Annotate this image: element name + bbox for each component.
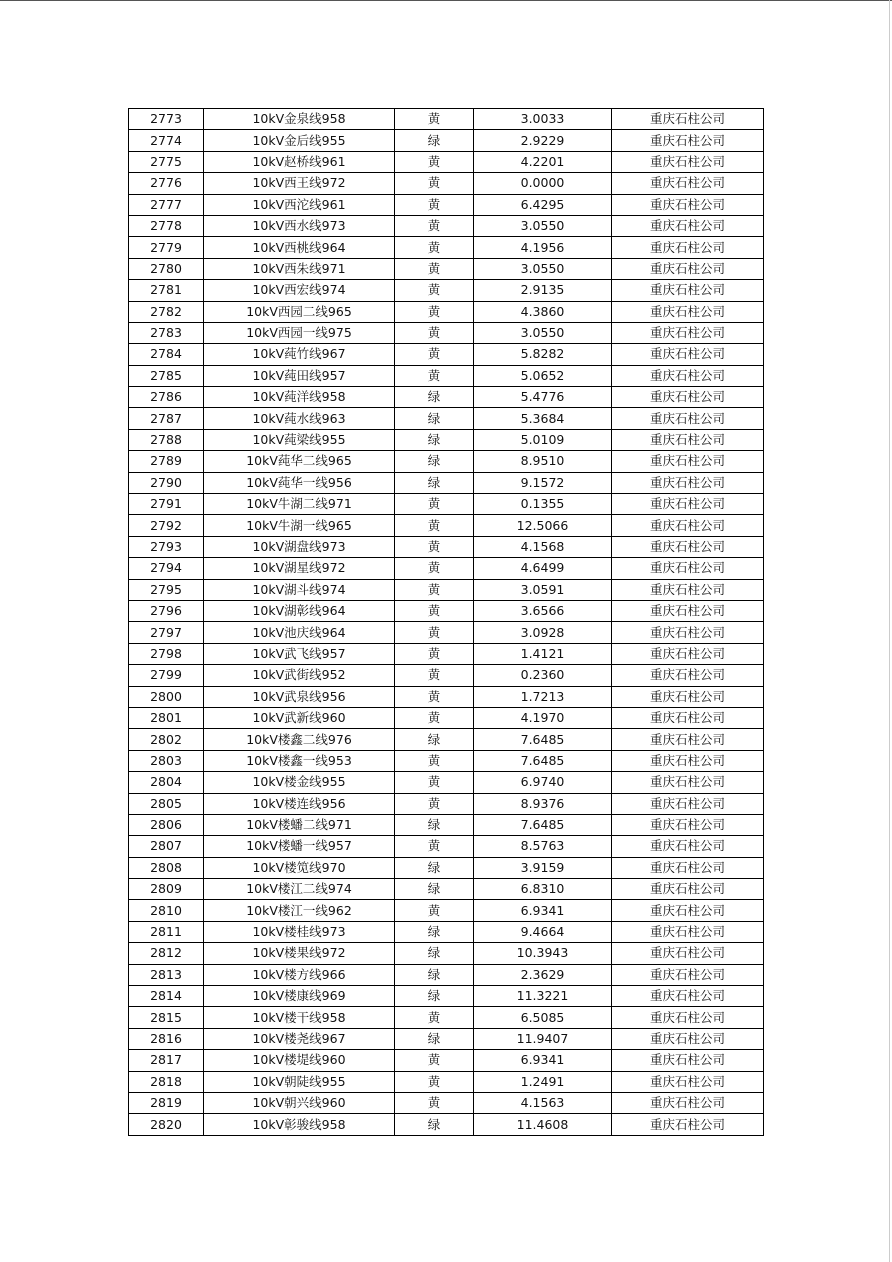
status-color-cell: 黄 bbox=[395, 600, 474, 621]
status-color-cell: 绿 bbox=[395, 472, 474, 493]
company-cell: 重庆石柱公司 bbox=[612, 280, 764, 301]
value-cell: 3.0550 bbox=[474, 215, 612, 236]
line-name-cell: 10kV武街线952 bbox=[204, 665, 395, 686]
row-number-cell: 2809 bbox=[129, 879, 204, 900]
row-number-cell: 2808 bbox=[129, 857, 204, 878]
status-color-cell: 绿 bbox=[395, 429, 474, 450]
value-cell: 5.4776 bbox=[474, 387, 612, 408]
feeder-table-body bbox=[129, 109, 764, 1136]
line-name-cell: 10kV楼尧线967 bbox=[204, 1028, 395, 1049]
table-row bbox=[129, 173, 764, 194]
row-number-cell: 2788 bbox=[129, 429, 204, 450]
table-row bbox=[129, 1028, 764, 1049]
company-cell: 重庆石柱公司 bbox=[612, 857, 764, 878]
row-number-cell: 2802 bbox=[129, 729, 204, 750]
value-cell: 4.1568 bbox=[474, 536, 612, 557]
status-color-cell: 黄 bbox=[395, 1092, 474, 1113]
value-cell: 3.0550 bbox=[474, 322, 612, 343]
line-name-cell: 10kV武新线960 bbox=[204, 707, 395, 728]
table-row bbox=[129, 344, 764, 365]
table-row bbox=[129, 772, 764, 793]
table-row bbox=[129, 109, 764, 130]
line-name-cell: 10kV武飞线957 bbox=[204, 643, 395, 664]
company-cell: 重庆石柱公司 bbox=[612, 130, 764, 151]
company-cell: 重庆石柱公司 bbox=[612, 665, 764, 686]
row-number-cell: 2796 bbox=[129, 600, 204, 621]
table-row bbox=[129, 301, 764, 322]
row-number-cell: 2773 bbox=[129, 109, 204, 130]
line-name-cell: 10kV湖斗线974 bbox=[204, 579, 395, 600]
table-row bbox=[129, 1092, 764, 1113]
row-number-cell: 2775 bbox=[129, 151, 204, 172]
table-row bbox=[129, 814, 764, 835]
row-number-cell: 2789 bbox=[129, 451, 204, 472]
status-color-cell: 黄 bbox=[395, 494, 474, 515]
table-row bbox=[129, 558, 764, 579]
table-row bbox=[129, 451, 764, 472]
company-cell: 重庆石柱公司 bbox=[612, 515, 764, 536]
row-number-cell: 2785 bbox=[129, 365, 204, 386]
row-number-cell: 2787 bbox=[129, 408, 204, 429]
status-color-cell: 绿 bbox=[395, 921, 474, 942]
company-cell: 重庆石柱公司 bbox=[612, 494, 764, 515]
status-color-cell: 绿 bbox=[395, 408, 474, 429]
company-cell: 重庆石柱公司 bbox=[612, 1007, 764, 1028]
value-cell: 4.3860 bbox=[474, 301, 612, 322]
line-name-cell: 10kV楼鑫一线953 bbox=[204, 750, 395, 771]
line-name-cell: 10kV莼华二线965 bbox=[204, 451, 395, 472]
value-cell: 6.9341 bbox=[474, 900, 612, 921]
row-number-cell: 2814 bbox=[129, 986, 204, 1007]
company-cell: 重庆石柱公司 bbox=[612, 1028, 764, 1049]
table-row bbox=[129, 750, 764, 771]
table-row bbox=[129, 793, 764, 814]
row-number-cell: 2797 bbox=[129, 622, 204, 643]
status-color-cell: 绿 bbox=[395, 857, 474, 878]
row-number-cell: 2815 bbox=[129, 1007, 204, 1028]
value-cell: 1.7213 bbox=[474, 686, 612, 707]
value-cell: 5.0109 bbox=[474, 429, 612, 450]
table-row bbox=[129, 536, 764, 557]
line-name-cell: 10kV莼田线957 bbox=[204, 365, 395, 386]
company-cell: 重庆石柱公司 bbox=[612, 237, 764, 258]
row-number-cell: 2795 bbox=[129, 579, 204, 600]
company-cell: 重庆石柱公司 bbox=[612, 879, 764, 900]
table-row bbox=[129, 515, 764, 536]
status-color-cell: 黄 bbox=[395, 836, 474, 857]
value-cell: 5.0652 bbox=[474, 365, 612, 386]
row-number-cell: 2778 bbox=[129, 215, 204, 236]
status-color-cell: 黄 bbox=[395, 365, 474, 386]
row-number-cell: 2812 bbox=[129, 943, 204, 964]
line-name-cell: 10kV楼连线956 bbox=[204, 793, 395, 814]
company-cell: 重庆石柱公司 bbox=[612, 622, 764, 643]
company-cell: 重庆石柱公司 bbox=[612, 429, 764, 450]
row-number-cell: 2805 bbox=[129, 793, 204, 814]
line-name-cell: 10kV池庆线964 bbox=[204, 622, 395, 643]
value-cell: 0.1355 bbox=[474, 494, 612, 515]
value-cell: 6.4295 bbox=[474, 194, 612, 215]
company-cell: 重庆石柱公司 bbox=[612, 1092, 764, 1113]
status-color-cell: 黄 bbox=[395, 665, 474, 686]
line-name-cell: 10kV金泉线958 bbox=[204, 109, 395, 130]
line-name-cell: 10kV西水线973 bbox=[204, 215, 395, 236]
value-cell: 7.6485 bbox=[474, 729, 612, 750]
company-cell: 重庆石柱公司 bbox=[612, 1050, 764, 1071]
status-color-cell: 绿 bbox=[395, 986, 474, 1007]
line-name-cell: 10kV莼洋线958 bbox=[204, 387, 395, 408]
company-cell: 重庆石柱公司 bbox=[612, 921, 764, 942]
line-name-cell: 10kV楼桂线973 bbox=[204, 921, 395, 942]
company-cell: 重庆石柱公司 bbox=[612, 814, 764, 835]
value-cell: 4.1956 bbox=[474, 237, 612, 258]
company-cell: 重庆石柱公司 bbox=[612, 451, 764, 472]
row-number-cell: 2803 bbox=[129, 750, 204, 771]
value-cell: 4.1563 bbox=[474, 1092, 612, 1113]
row-number-cell: 2811 bbox=[129, 921, 204, 942]
company-cell: 重庆石柱公司 bbox=[612, 750, 764, 771]
table-row bbox=[129, 280, 764, 301]
table-row bbox=[129, 194, 764, 215]
row-number-cell: 2784 bbox=[129, 344, 204, 365]
line-name-cell: 10kV金后线955 bbox=[204, 130, 395, 151]
status-color-cell: 黄 bbox=[395, 558, 474, 579]
line-name-cell: 10kV朝陡线955 bbox=[204, 1071, 395, 1092]
table-row bbox=[129, 365, 764, 386]
table-row bbox=[129, 964, 764, 985]
status-color-cell: 黄 bbox=[395, 536, 474, 557]
line-name-cell: 10kV楼江一线962 bbox=[204, 900, 395, 921]
line-name-cell: 10kV武泉线956 bbox=[204, 686, 395, 707]
row-number-cell: 2777 bbox=[129, 194, 204, 215]
value-cell: 12.5066 bbox=[474, 515, 612, 536]
company-cell: 重庆石柱公司 bbox=[612, 772, 764, 793]
company-cell: 重庆石柱公司 bbox=[612, 151, 764, 172]
row-number-cell: 2783 bbox=[129, 322, 204, 343]
table-row bbox=[129, 151, 764, 172]
value-cell: 6.9740 bbox=[474, 772, 612, 793]
row-number-cell: 2818 bbox=[129, 1071, 204, 1092]
table-row bbox=[129, 1007, 764, 1028]
row-number-cell: 2776 bbox=[129, 173, 204, 194]
value-cell: 3.0550 bbox=[474, 258, 612, 279]
status-color-cell: 黄 bbox=[395, 151, 474, 172]
value-cell: 10.3943 bbox=[474, 943, 612, 964]
table-row bbox=[129, 986, 764, 1007]
row-number-cell: 2800 bbox=[129, 686, 204, 707]
line-name-cell: 10kV楼果线972 bbox=[204, 943, 395, 964]
company-cell: 重庆石柱公司 bbox=[612, 707, 764, 728]
company-cell: 重庆石柱公司 bbox=[612, 408, 764, 429]
table-row bbox=[129, 879, 764, 900]
row-number-cell: 2780 bbox=[129, 258, 204, 279]
company-cell: 重庆石柱公司 bbox=[612, 943, 764, 964]
value-cell: 3.6566 bbox=[474, 600, 612, 621]
line-name-cell: 10kV朝兴线960 bbox=[204, 1092, 395, 1113]
table-row bbox=[129, 1050, 764, 1071]
status-color-cell: 绿 bbox=[395, 814, 474, 835]
status-color-cell: 绿 bbox=[395, 729, 474, 750]
line-name-cell: 10kV楼笕线970 bbox=[204, 857, 395, 878]
table-row bbox=[129, 429, 764, 450]
table-row bbox=[129, 686, 764, 707]
company-cell: 重庆石柱公司 bbox=[612, 536, 764, 557]
company-cell: 重庆石柱公司 bbox=[612, 301, 764, 322]
value-cell: 6.8310 bbox=[474, 879, 612, 900]
status-color-cell: 黄 bbox=[395, 258, 474, 279]
page-right-edge bbox=[889, 0, 890, 1262]
table-row bbox=[129, 258, 764, 279]
status-color-cell: 黄 bbox=[395, 344, 474, 365]
table-row bbox=[129, 408, 764, 429]
line-name-cell: 10kV湖星线972 bbox=[204, 558, 395, 579]
status-color-cell: 黄 bbox=[395, 237, 474, 258]
value-cell: 3.0591 bbox=[474, 579, 612, 600]
row-number-cell: 2781 bbox=[129, 280, 204, 301]
table-row bbox=[129, 729, 764, 750]
table-row bbox=[129, 836, 764, 857]
line-name-cell: 10kV楼蟠一线957 bbox=[204, 836, 395, 857]
line-name-cell: 10kV楼康线969 bbox=[204, 986, 395, 1007]
company-cell: 重庆石柱公司 bbox=[612, 1071, 764, 1092]
line-name-cell: 10kV莼水线963 bbox=[204, 408, 395, 429]
value-cell: 11.4608 bbox=[474, 1114, 612, 1135]
value-cell: 5.3684 bbox=[474, 408, 612, 429]
company-cell: 重庆石柱公司 bbox=[612, 793, 764, 814]
table-row bbox=[129, 857, 764, 878]
company-cell: 重庆石柱公司 bbox=[612, 215, 764, 236]
value-cell: 11.9407 bbox=[474, 1028, 612, 1049]
line-name-cell: 10kV西园一线975 bbox=[204, 322, 395, 343]
status-color-cell: 黄 bbox=[395, 301, 474, 322]
line-name-cell: 10kV楼方线966 bbox=[204, 964, 395, 985]
row-number-cell: 2819 bbox=[129, 1092, 204, 1113]
line-name-cell: 10kV牛湖二线971 bbox=[204, 494, 395, 515]
value-cell: 1.4121 bbox=[474, 643, 612, 664]
table-row bbox=[129, 1114, 764, 1135]
line-name-cell: 10kV西沱线961 bbox=[204, 194, 395, 215]
row-number-cell: 2791 bbox=[129, 494, 204, 515]
row-number-cell: 2786 bbox=[129, 387, 204, 408]
line-name-cell: 10kV楼金线955 bbox=[204, 772, 395, 793]
company-cell: 重庆石柱公司 bbox=[612, 365, 764, 386]
company-cell: 重庆石柱公司 bbox=[612, 387, 764, 408]
status-color-cell: 黄 bbox=[395, 1071, 474, 1092]
status-color-cell: 绿 bbox=[395, 943, 474, 964]
line-name-cell: 10kV莼华一线956 bbox=[204, 472, 395, 493]
company-cell: 重庆石柱公司 bbox=[612, 258, 764, 279]
row-number-cell: 2779 bbox=[129, 237, 204, 258]
status-color-cell: 黄 bbox=[395, 194, 474, 215]
status-color-cell: 黄 bbox=[395, 515, 474, 536]
table-row bbox=[129, 130, 764, 151]
row-number-cell: 2799 bbox=[129, 665, 204, 686]
table-row bbox=[129, 322, 764, 343]
row-number-cell: 2820 bbox=[129, 1114, 204, 1135]
value-cell: 1.2491 bbox=[474, 1071, 612, 1092]
row-number-cell: 2817 bbox=[129, 1050, 204, 1071]
company-cell: 重庆石柱公司 bbox=[612, 194, 764, 215]
line-name-cell: 10kV西宏线974 bbox=[204, 280, 395, 301]
table-row bbox=[129, 494, 764, 515]
status-color-cell: 绿 bbox=[395, 1114, 474, 1135]
company-cell: 重庆石柱公司 bbox=[612, 600, 764, 621]
value-cell: 3.0928 bbox=[474, 622, 612, 643]
row-number-cell: 2804 bbox=[129, 772, 204, 793]
status-color-cell: 绿 bbox=[395, 451, 474, 472]
company-cell: 重庆石柱公司 bbox=[612, 729, 764, 750]
line-name-cell: 10kV西园二线965 bbox=[204, 301, 395, 322]
company-cell: 重庆石柱公司 bbox=[612, 173, 764, 194]
line-name-cell: 10kV楼蟠二线971 bbox=[204, 814, 395, 835]
company-cell: 重庆石柱公司 bbox=[612, 643, 764, 664]
table-row bbox=[129, 600, 764, 621]
table-row bbox=[129, 622, 764, 643]
table-row bbox=[129, 643, 764, 664]
value-cell: 4.2201 bbox=[474, 151, 612, 172]
line-name-cell: 10kV彰骏线958 bbox=[204, 1114, 395, 1135]
table-row bbox=[129, 900, 764, 921]
company-cell: 重庆石柱公司 bbox=[612, 986, 764, 1007]
line-name-cell: 10kV赵桥线961 bbox=[204, 151, 395, 172]
line-name-cell: 10kV湖盘线973 bbox=[204, 536, 395, 557]
value-cell: 4.1970 bbox=[474, 707, 612, 728]
status-color-cell: 绿 bbox=[395, 1028, 474, 1049]
line-name-cell: 10kV西王线972 bbox=[204, 173, 395, 194]
status-color-cell: 黄 bbox=[395, 1050, 474, 1071]
value-cell: 6.5085 bbox=[474, 1007, 612, 1028]
line-name-cell: 10kV牛湖一线965 bbox=[204, 515, 395, 536]
status-color-cell: 黄 bbox=[395, 280, 474, 301]
row-number-cell: 2790 bbox=[129, 472, 204, 493]
row-number-cell: 2793 bbox=[129, 536, 204, 557]
value-cell: 2.3629 bbox=[474, 964, 612, 985]
value-cell: 5.8282 bbox=[474, 344, 612, 365]
company-cell: 重庆石柱公司 bbox=[612, 322, 764, 343]
line-name-cell: 10kV西朱线971 bbox=[204, 258, 395, 279]
status-color-cell: 黄 bbox=[395, 322, 474, 343]
value-cell: 9.1572 bbox=[474, 472, 612, 493]
company-cell: 重庆石柱公司 bbox=[612, 964, 764, 985]
row-number-cell: 2794 bbox=[129, 558, 204, 579]
table-row bbox=[129, 943, 764, 964]
line-name-cell: 10kV楼鑫二线976 bbox=[204, 729, 395, 750]
row-number-cell: 2816 bbox=[129, 1028, 204, 1049]
company-cell: 重庆石柱公司 bbox=[612, 109, 764, 130]
company-cell: 重庆石柱公司 bbox=[612, 472, 764, 493]
value-cell: 11.3221 bbox=[474, 986, 612, 1007]
company-cell: 重庆石柱公司 bbox=[612, 836, 764, 857]
table-row bbox=[129, 472, 764, 493]
status-color-cell: 黄 bbox=[395, 579, 474, 600]
table-row bbox=[129, 707, 764, 728]
line-name-cell: 10kV湖彰线964 bbox=[204, 600, 395, 621]
status-color-cell: 黄 bbox=[395, 643, 474, 664]
status-color-cell: 黄 bbox=[395, 772, 474, 793]
feeder-table bbox=[128, 108, 764, 1136]
value-cell: 7.6485 bbox=[474, 750, 612, 771]
page-top-border bbox=[0, 0, 892, 1]
row-number-cell: 2801 bbox=[129, 707, 204, 728]
company-cell: 重庆石柱公司 bbox=[612, 579, 764, 600]
value-cell: 3.0033 bbox=[474, 109, 612, 130]
value-cell: 9.4664 bbox=[474, 921, 612, 942]
status-color-cell: 黄 bbox=[395, 707, 474, 728]
status-color-cell: 黄 bbox=[395, 622, 474, 643]
table-row bbox=[129, 237, 764, 258]
table-row bbox=[129, 579, 764, 600]
company-cell: 重庆石柱公司 bbox=[612, 558, 764, 579]
line-name-cell: 10kV西桃线964 bbox=[204, 237, 395, 258]
table-row bbox=[129, 921, 764, 942]
line-name-cell: 10kV楼堤线960 bbox=[204, 1050, 395, 1071]
row-number-cell: 2806 bbox=[129, 814, 204, 835]
value-cell: 8.9376 bbox=[474, 793, 612, 814]
value-cell: 2.9229 bbox=[474, 130, 612, 151]
row-number-cell: 2792 bbox=[129, 515, 204, 536]
row-number-cell: 2798 bbox=[129, 643, 204, 664]
line-name-cell: 10kV楼干线958 bbox=[204, 1007, 395, 1028]
company-cell: 重庆石柱公司 bbox=[612, 344, 764, 365]
value-cell: 8.5763 bbox=[474, 836, 612, 857]
status-color-cell: 黄 bbox=[395, 793, 474, 814]
row-number-cell: 2807 bbox=[129, 836, 204, 857]
status-color-cell: 黄 bbox=[395, 900, 474, 921]
row-number-cell: 2813 bbox=[129, 964, 204, 985]
table-row bbox=[129, 665, 764, 686]
value-cell: 7.6485 bbox=[474, 814, 612, 835]
line-name-cell: 10kV莼梁线955 bbox=[204, 429, 395, 450]
value-cell: 2.9135 bbox=[474, 280, 612, 301]
line-name-cell: 10kV楼江二线974 bbox=[204, 879, 395, 900]
status-color-cell: 黄 bbox=[395, 173, 474, 194]
status-color-cell: 黄 bbox=[395, 215, 474, 236]
company-cell: 重庆石柱公司 bbox=[612, 686, 764, 707]
status-color-cell: 绿 bbox=[395, 879, 474, 900]
value-cell: 6.9341 bbox=[474, 1050, 612, 1071]
row-number-cell: 2810 bbox=[129, 900, 204, 921]
status-color-cell: 黄 bbox=[395, 109, 474, 130]
status-color-cell: 绿 bbox=[395, 964, 474, 985]
line-name-cell: 10kV莼竹线967 bbox=[204, 344, 395, 365]
status-color-cell: 黄 bbox=[395, 1007, 474, 1028]
table-row bbox=[129, 215, 764, 236]
status-color-cell: 绿 bbox=[395, 387, 474, 408]
company-cell: 重庆石柱公司 bbox=[612, 900, 764, 921]
value-cell: 0.0000 bbox=[474, 173, 612, 194]
row-number-cell: 2774 bbox=[129, 130, 204, 151]
table-row bbox=[129, 1071, 764, 1092]
value-cell: 4.6499 bbox=[474, 558, 612, 579]
status-color-cell: 绿 bbox=[395, 130, 474, 151]
value-cell: 0.2360 bbox=[474, 665, 612, 686]
value-cell: 8.9510 bbox=[474, 451, 612, 472]
value-cell: 3.9159 bbox=[474, 857, 612, 878]
company-cell: 重庆石柱公司 bbox=[612, 1114, 764, 1135]
table-row bbox=[129, 387, 764, 408]
status-color-cell: 黄 bbox=[395, 750, 474, 771]
row-number-cell: 2782 bbox=[129, 301, 204, 322]
status-color-cell: 黄 bbox=[395, 686, 474, 707]
